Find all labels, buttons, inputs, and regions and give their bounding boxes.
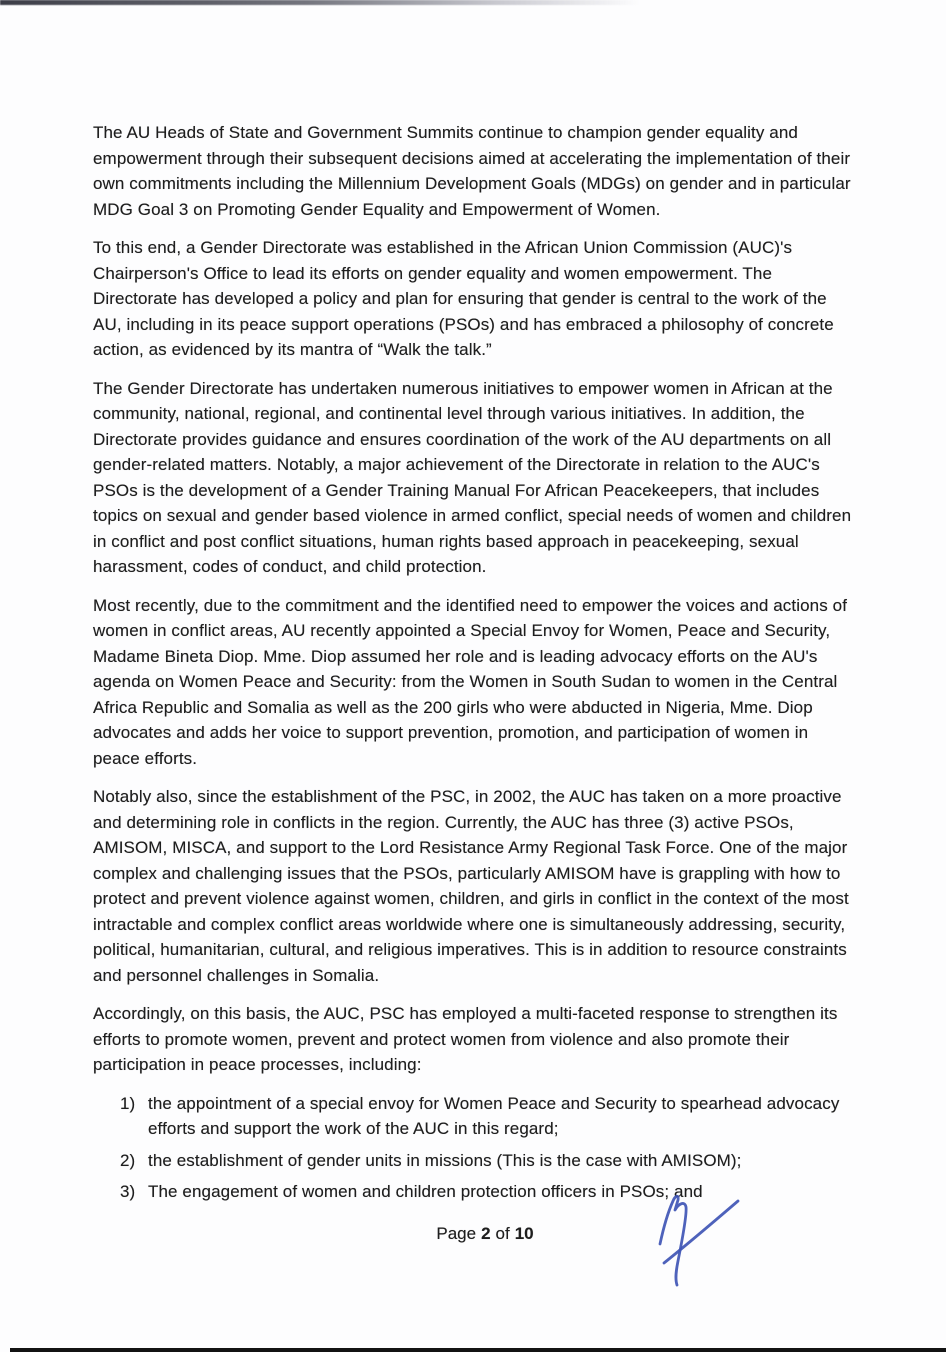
- paragraph-au-summits: The AU Heads of State and Government Summits continue to champion gender equality and empowerment through their subsequent decisions aimed at accelerating the implementation of their own commitments including the Millennium Development Goals (MDGs) on gender and in particular MDG Goal 3 on Promoting Gender Equality and Empowerment of Women.: [93, 123, 851, 219]
- list-item-1-text: the appointment of a special envoy for Women Peace and Security to spearhead advocacy efforts and support the work of the AUC in this regard;: [148, 1093, 840, 1138]
- list-item-2-text: the establishment of gender units in missions (This is the case with AMISOM);: [148, 1150, 742, 1170]
- paragraph-multi-faceted-response: Accordingly, on this basis, the AUC, PSC has employed a multi-faceted response to strengthen its efforts to promote women, prevent and protect women from violence and also promote their participation in peace processes, including:: [93, 1004, 838, 1074]
- paragraph-psc-psos: Notably also, since the establishment of the PSC, in 2002, the AUC has taken on a more proactive and determining role in conflicts in the region. Currently, the AUC has three (3) active PSOs, AMISOM, MISCA, and support to the Lord Resistance Army Regional Task Force. One of the major complex and challenging issues that the PSOs, particularly AMISOM have is grappling with how to protect and prevent violence against women, children, and girls in conflict in the context of the most intractable and complex conflict areas worldwide where one is simultaneously addressing, security, political, humanitarian, cultural, and religious imperatives. This is in addition to resource constraints and personnel challenges in Somalia.: [93, 787, 849, 985]
- list-item-1-number: 1): [120, 1093, 136, 1113]
- scan-artifact-bottom-edge: [10, 1348, 946, 1352]
- list-item-3-text: The engagement of women and children protection officers in PSOs; and: [148, 1182, 703, 1201]
- list-item-3-number: 3): [120, 1182, 136, 1201]
- list-item-1: [120, 1091, 855, 1142]
- paragraph-directorate-initiatives: The Gender Directorate has undertaken numerous initiatives to empower women in African at the community, national, regional, and continental level through various initiatives. In addition, the Directorate provides guidance and ensures coordination of the work of the AU departments on all gender-related matters. Notably, a major achievement of the Directorate in relation to the AUC's PSOs is the development of a Gender Training Manual For African Peacekeepers, that includes topics on sexual and gender based violence in armed conflict, special needs of women and children in conflict and post conflict situations, human rights based approach in peacekeeping, sexual harassment, codes of conduct, and child protection.: [93, 378, 852, 576]
- footer-word-page: Page: [436, 1223, 477, 1243]
- paragraph-gender-directorate-established: To this end, a Gender Directorate was established in the African Union Commission (AUC)'s Chairperson's Office to lead its efforts on gender equality and women empowerment. The Directorate has developed a policy and plan for ensuring that gender is central to the work of the AU, including in its peace support operations (PSOs) and has embraced a philosophy of concrete action, as evidenced by its mantra of “Walk the talk.”: [93, 238, 834, 359]
- handwritten-signature: [652, 1186, 747, 1298]
- footer-word-of: of: [495, 1223, 510, 1243]
- list-item-2-number: 2): [120, 1150, 136, 1170]
- footer-current-page: 2: [481, 1223, 491, 1243]
- paragraph-special-envoy: Most recently, due to the commitment and the identified need to empower the voices and actions of women in conflict areas, AU recently appointed a Special Envoy for Women, Peace and Security, Madame Bineta Diop. Mme. Diop assumed her role and is leading advocacy efforts on the AU's agenda on Women Peace and Security: from the Women in South Sudan to women in the Central Africa Republic and Somalia as well as the 200 girls who were abducted in Nigeria, Mme. Diop advocates and adds her voice to support prevention, promotion, and participation of women in peace efforts.: [93, 595, 848, 768]
- footer-total-pages: 10: [514, 1223, 534, 1243]
- list-item-2: [120, 1148, 855, 1174]
- signature-stroke-hook: [660, 1196, 686, 1285]
